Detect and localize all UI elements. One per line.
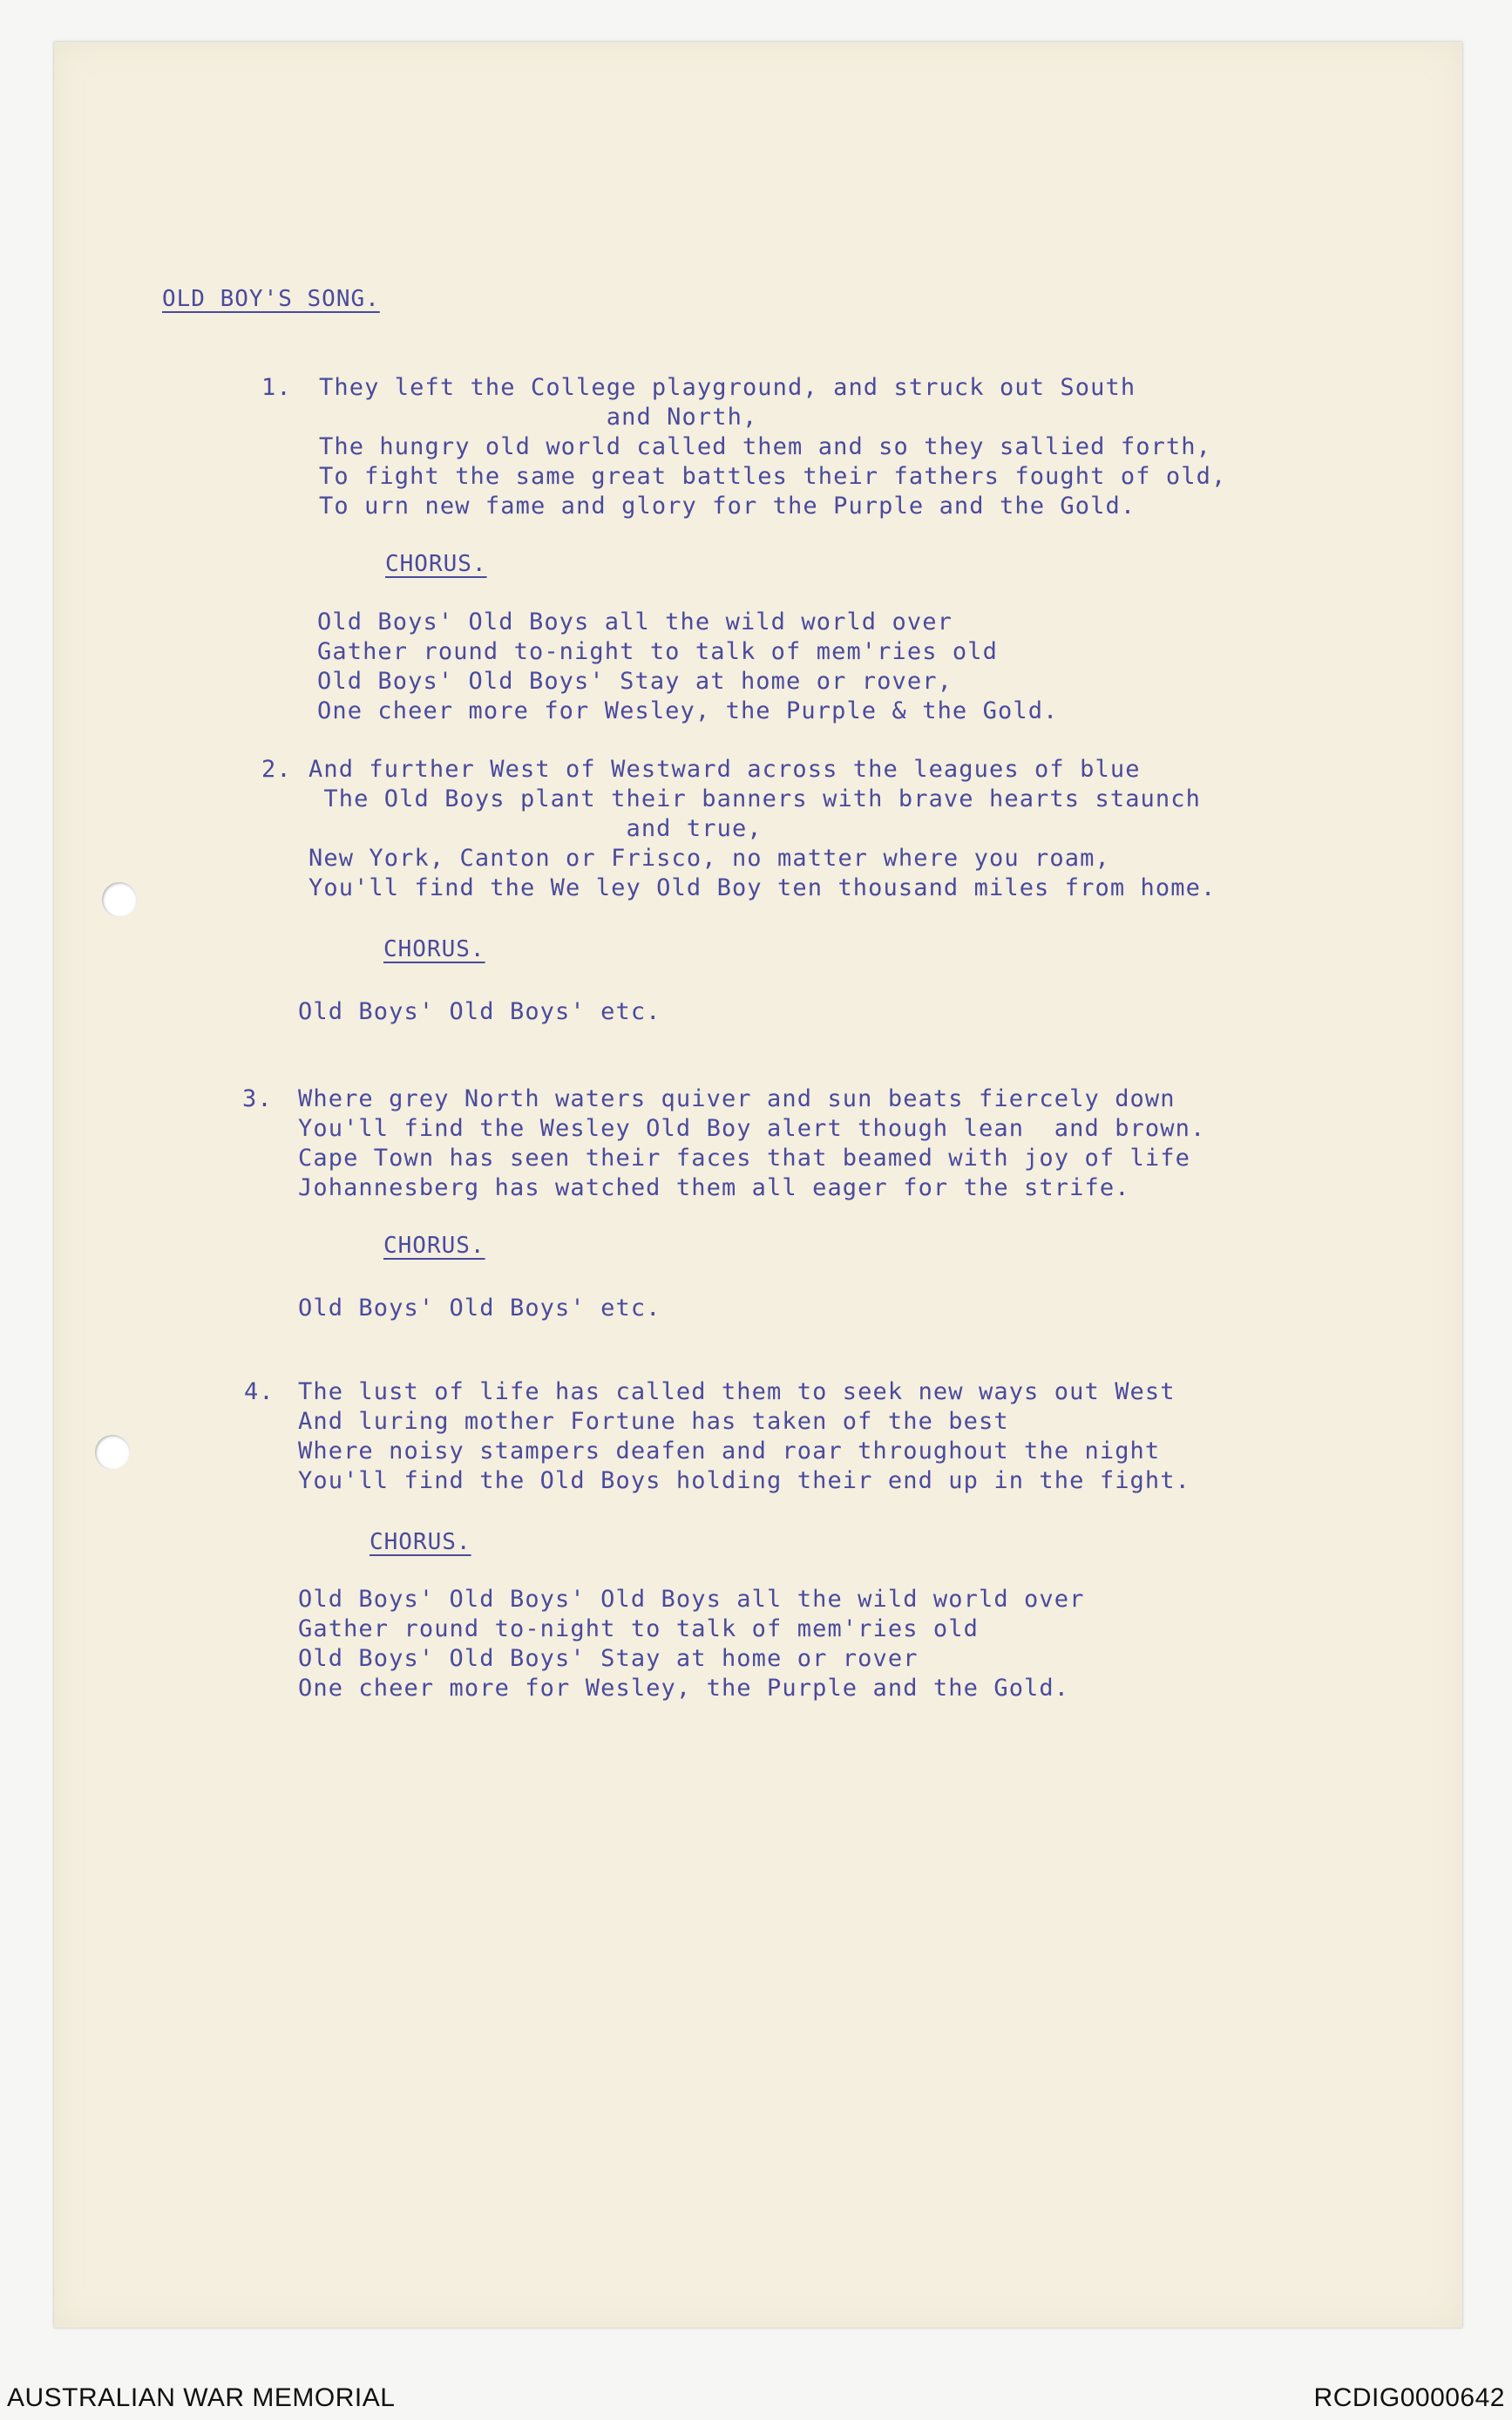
chorus-1-lines: Old Boys' Old Boys all the wild world over Gather round to-night to talk of mem'ries old Old Boys' Old Boys' Stay at home or rover, One cheer more for Wesley, the Purple & the Gold.	[317, 608, 1059, 724]
archive-name: AUSTRALIAN WAR MEMORIAL	[7, 2383, 396, 2412]
chorus-4-lines: Old Boys' Old Boys' Old Boys all the wild world over Gather round to-night to talk of mem'ries old Old Boys' Old Boys' Stay at home or rover One cheer more for Wesley, the Purple and the Gold.	[298, 1586, 1085, 1702]
chorus-3-lines: Old Boys' Old Boys' etc.	[298, 1295, 661, 1322]
punch-hole-bottom	[95, 1435, 130, 1470]
verse-2-lines: And further West of Westward across the leagues of blue The Old Boys plant their banners with brave hearts staunch and true, New York, Canton or Frisco, no matter where you roam, You'll find the We ley Old Boy ten thousand miles from home.	[309, 756, 1217, 901]
verse-1-lines: They left the College playground, and struck out South and North, The hungry old world called them and so they sallied forth, To fight the same great battles their fathers fought of old, To urn new fame and glory for the Purple and the Gold.	[319, 374, 1227, 520]
verse-number: 1.	[261, 374, 292, 401]
verse-number: 4.	[244, 1378, 275, 1405]
verse-number: 2.	[261, 756, 292, 783]
item-id: RCDIG0000642	[1313, 2383, 1505, 2412]
verse-4-lines: The lust of life has called them to seek new ways out West And luring mother Fortune has taken of the best Where noisy stampers deafen and roar throughout the night You'll find the Old Boys holding their end up in the fight.	[298, 1378, 1190, 1494]
verse-number: 3.	[242, 1085, 273, 1112]
verse-3-lines: Where grey North waters quiver and sun beats fiercely down You'll find the Wesley Old Boy alert though lean and brown. Cape Town has seen their faces that beamed with joy of life Johannesberg has watched them all eager for the strife.	[298, 1085, 1206, 1201]
chorus-label: CHORUS.	[370, 1529, 471, 1555]
chorus-2-lines: Old Boys' Old Boys' etc.	[298, 998, 661, 1025]
chorus-label: CHORUS.	[383, 1233, 485, 1259]
song-title: OLD BOY'S SONG.	[162, 286, 380, 312]
punch-hole-top	[102, 882, 137, 917]
chorus-label: CHORUS.	[383, 936, 485, 962]
chorus-label: CHORUS.	[385, 551, 487, 577]
